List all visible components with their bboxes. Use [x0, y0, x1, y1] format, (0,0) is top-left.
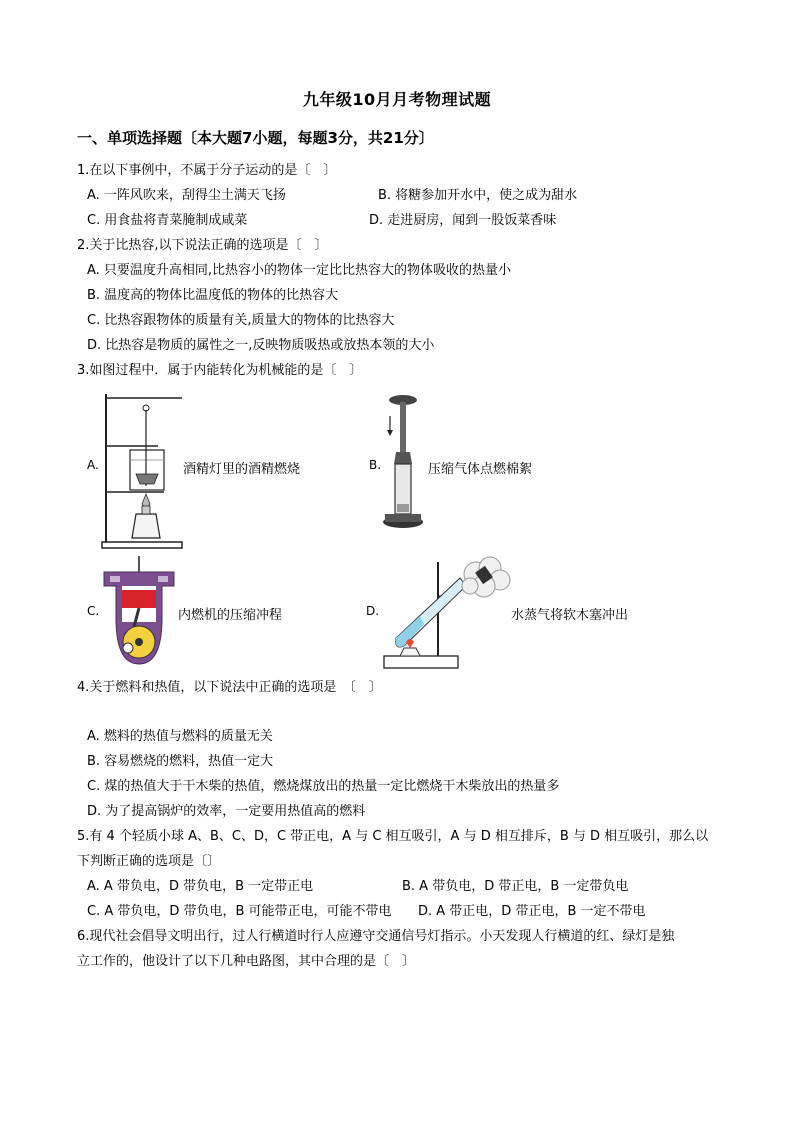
- question-2-option-c[interactable]: C. 比热容跟物体的质量有关,质量大的物体的比热容大: [87, 313, 395, 328]
- question-1-option-b[interactable]: B. 将糖参加开水中，使之成为甜水: [378, 188, 578, 203]
- question-4-option-c[interactable]: C. 煤的热值大于干木柴的热值，燃烧煤放出的热量一定比燃烧干木柴放出的热量多: [87, 779, 560, 794]
- compression-syringe-figure[interactable]: [380, 394, 426, 534]
- question-3-caption-c: 内燃机的压缩冲程: [178, 608, 283, 623]
- question-5-option-a[interactable]: A. A 带负电，D 带负电，B 一定带正电: [87, 879, 314, 894]
- question-3-letter-c: C.: [87, 604, 100, 618]
- question-6-stem-line-2: 立工作的，他设计了以下几种电路图，其中合理的是〔 〕: [77, 954, 416, 969]
- engine-cylinder-figure[interactable]: [100, 556, 178, 668]
- question-4-stem: 4.关于燃料和热值，以下说法中正确的选项是 〔 〕: [77, 680, 382, 695]
- question-5-stem-line-2: 下判断正确的选项是〔〕: [77, 854, 221, 869]
- question-3-caption-b: 压缩气体点燃棉絮: [428, 462, 533, 477]
- question-5-option-d[interactable]: D. A 带正电，D 带正电，B 一定不带电: [418, 904, 646, 919]
- question-5-option-c[interactable]: C. A 带负电，D 带负电，B 可能带正电，可能不带电: [87, 904, 392, 919]
- page-title: 九年级10月月考物理试题: [302, 90, 492, 109]
- question-2-option-b[interactable]: B. 温度高的物体比温度低的物体的比热容大: [87, 288, 339, 303]
- alcohol-lamp-figure[interactable]: [100, 388, 184, 550]
- question-5-stem-line-1: 5.有 4 个轻质小球 A、B、C、D，C 带正电，A 与 C 相互吸引，A 与 D 相互排斥，B 与 D 相互吸引，那么以: [77, 829, 709, 844]
- question-5-option-b[interactable]: B. A 带负电，D 带正电，B 一定带负电: [402, 879, 629, 894]
- question-1-stem: 1.在以下事例中，不属于分子运动的是〔 〕: [77, 163, 337, 178]
- question-3-letter-b: B.: [369, 458, 382, 472]
- question-3-letter-d: D.: [366, 604, 380, 618]
- question-3-stem: 3.如图过程中．属于内能转化为机械能的是〔 〕: [77, 363, 363, 378]
- question-3-caption-a: 酒精灯里的酒精燃烧: [183, 462, 301, 477]
- section-heading: 一、单项选择题〔本大题7小题，每题3分，共21分〕: [77, 129, 434, 147]
- question-2-stem: 2.关于比热容,以下说法正确的选项是〔 〕: [77, 238, 328, 253]
- question-1-option-c[interactable]: C. 用食盐将青菜腌制成咸菜: [87, 213, 248, 228]
- question-2-option-a[interactable]: A. 只要温度升高相同,比热容小的物体一定比比热容大的物体吸收的热量小: [87, 263, 512, 278]
- question-1-option-a[interactable]: A. 一阵风吹来，刮得尘土满天飞扬: [87, 188, 286, 203]
- steam-test-tube-figure[interactable]: [380, 556, 512, 672]
- question-1-option-d[interactable]: D. 走进厨房，闻到一股饭菜香味: [369, 213, 557, 228]
- question-3-letter-a: A.: [87, 458, 99, 472]
- question-2-option-d[interactable]: D. 比热容是物质的属性之一,反映物质吸热或放热本领的大小: [87, 338, 435, 353]
- question-4-option-b[interactable]: B. 容易燃烧的燃料，热值一定大: [87, 754, 274, 769]
- question-4-option-a[interactable]: A. 燃料的热值与燃料的质量无关: [87, 729, 273, 744]
- question-3-caption-d: 水蒸气将软木塞冲出: [511, 608, 629, 623]
- question-4-option-d[interactable]: D. 为了提高锅炉的效率，一定要用热值高的燃料: [87, 804, 366, 819]
- question-6-stem-line-1: 6.现代社会倡导文明出行，过人行横道时行人应遵守交通信号灯指示。小天发现人行横道的红、绿灯是独: [77, 929, 675, 944]
